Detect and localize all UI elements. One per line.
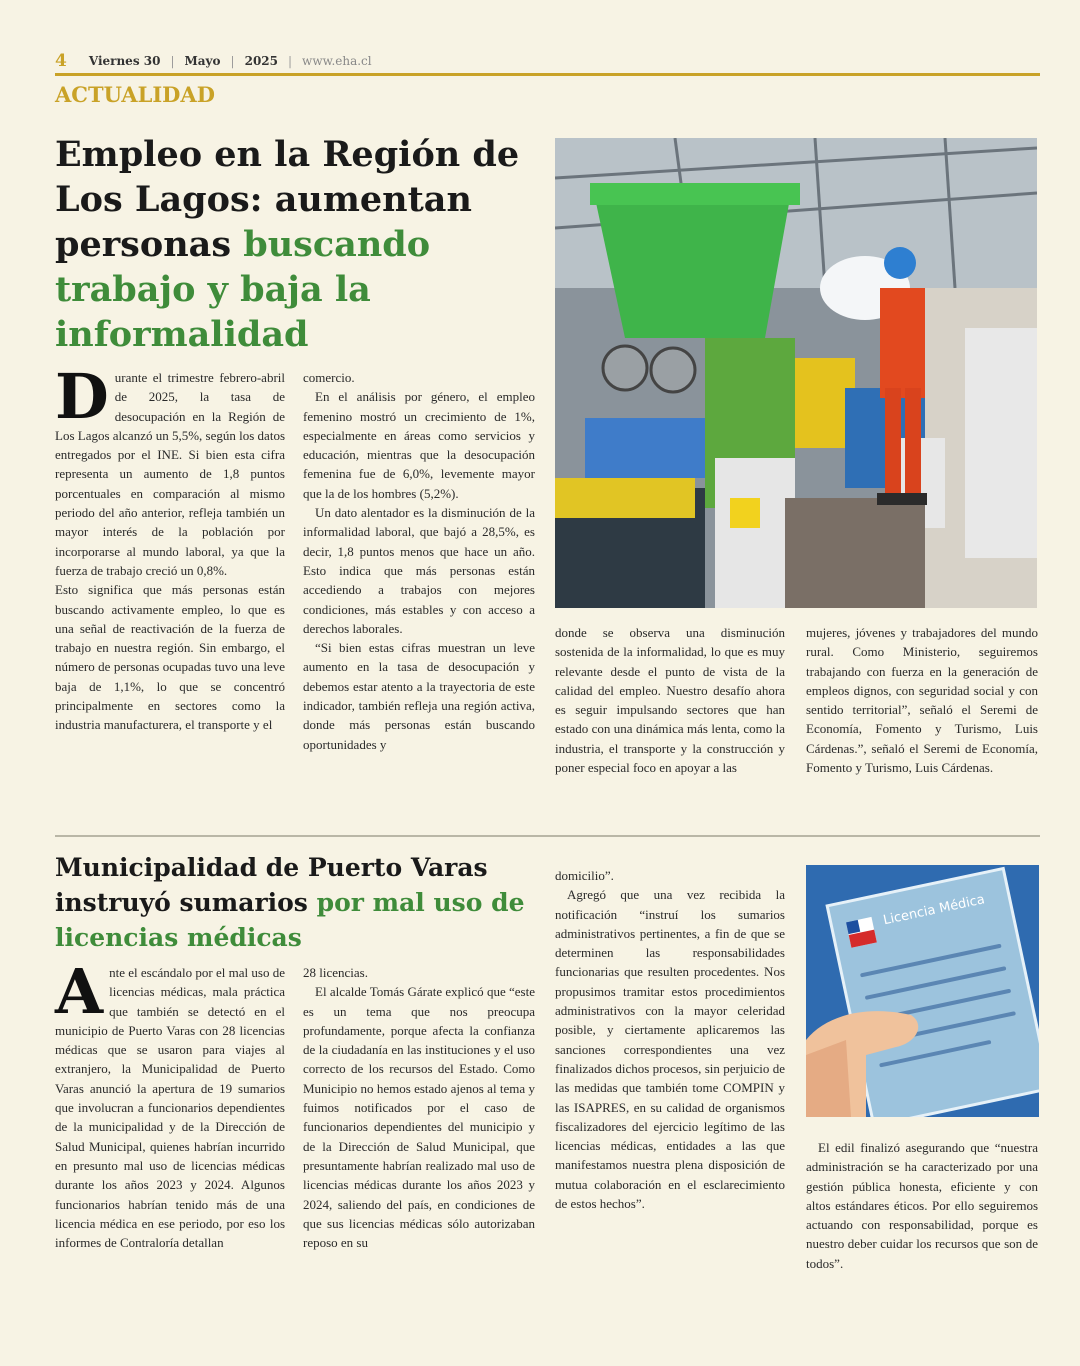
- article2-column-4: [806, 1138, 1038, 1273]
- article1-headline: [55, 132, 540, 357]
- page-header: 4 Viernes 30 | Mayo | 2025 | www.eha.cl: [55, 51, 372, 71]
- article1-paragraph: “Si bien estas cifras muestran un leve aumento en la tasa de desocupación y debemos estar atento a la trayectoria de este indicador, también refleja una región activa, donde más personas están buscando oportunidades y: [303, 640, 535, 752]
- article1-dropcap: D: [55, 360, 109, 433]
- article1-paragraph: Un dato alentador es la disminución de la informalidad laboral, que bajó a 28,5%, es decir, 1,8 puntos menos que hace un año. Esto indica que más personas están accediendo a trabajos con mejores condiciones, más estables y con acceso a derechos laborales.: [303, 505, 535, 636]
- header-day: Viernes 30: [88, 54, 161, 68]
- illustration-label: Licencia Médica: [881, 892, 987, 929]
- article1-column-3: [555, 623, 785, 777]
- article-divider: [55, 835, 1040, 837]
- article2-paragraph: El alcalde Tomás Gárate explicó que “este es un tema que nos preocupa profundamente, porque afecta la confianza de la ciudadanía en las instituciones y el uso correcto de los recursos del Estado. Como Municipio no hemos estado ajenos al tema y fuimos notificados por el caso de funcionarios dependientes del municipio y de la Dirección de Salud Municipal, que presuntamente habrían realizado mal uso de licencias médicas durante los años 2023 y 2024, saliendo del país, en condiciones de que sus licencias médicas sólo autorizaban reposo en su: [303, 984, 535, 1251]
- header-url[interactable]: www.eha.cl: [302, 54, 372, 68]
- article2-paragraph: 28 licencias.: [303, 965, 368, 980]
- article1-column-2: [303, 368, 535, 754]
- page-number: 4: [55, 51, 67, 71]
- header-divider: [55, 73, 1040, 76]
- article2-paragraph: domicilio”.: [555, 868, 614, 883]
- article2-paragraph: nte el escándalo por el mal uso de licencias médicas, mala práctica que también se detectó en el municipio de Puerto Varas con 28 licencias médicas que se usaron para viajes al extranjero, la Municipalidad de Puerto Varas anunció la apertura de 19 sumarios que involucran a funcionarios dependientes de la municipalidad y de la Dirección de Salud Municipal, quienes habrían incurrido en presunto mal uso de licencias médicas durante los años 2023 y 2024. Algunos funcionarios habrían tenido más de una licencia médica en ese periodo, por eso los informes de Contraloría detallan: [55, 965, 285, 1251]
- article1-paragraph: Esto significa que más personas están buscando activamente empleo, lo que es una señal de reactivación de la fuerza de trabajo en nuestra región. Sin embargo, el número de personas ocupadas tuvo una leve baja de 1,1%, lo que se concentró principalmente en sectores como la industria manufacturera, el transporte y el: [55, 582, 285, 733]
- header-month: Mayo: [184, 54, 221, 68]
- article2-headline-green: por mal uso de licencias médicas: [55, 888, 525, 952]
- article2-column-1: [55, 955, 285, 1252]
- worker-machine-photo: [555, 138, 1037, 608]
- article2-paragraph: El edil finalizó asegurando que “nuestra administración se ha caracterizado por una gestión pública honesta, eficiente y con altos estándares éticos. Por ello seguiremos actuando con responsabilidad, porque es nuestro deber cuidar los recursos que son de todos”.: [806, 1140, 1038, 1271]
- article1-column-1: [55, 360, 285, 735]
- article1-headline-green: buscando trabajo y baja la informalidad: [55, 224, 431, 355]
- article1-paragraph: comercio.: [303, 370, 355, 385]
- article2-column-2: [303, 963, 535, 1252]
- article1-paragraph: urante el trimestre febrero-abril de 2025, la tasa de desocupación en la Región de Los Lagos alcanzó un 5,5%, según los datos entregados por el INE. Si bien esta cifra representa un aumento de 1,8 puntos porcentuales en comparación al mismo periodo del año anterior, refleja también un mayor interés de la población por incorporarse al mundo laboral, ya que la fuerza de trabajo creció un 0,8%.: [55, 370, 285, 578]
- article2-headline: [55, 850, 545, 955]
- article1-paragraph: En el análisis por género, el empleo femenino mostró un crecimiento de 1%, especialmente en áreas como servicios y educación, mientras que la desocupación femenina fue de 6,0%, levemente mayor que la de los hombres (5,2%).: [303, 389, 535, 501]
- header-year: 2025: [244, 54, 278, 68]
- article2-column-3: [555, 866, 785, 1213]
- article1-column-4: [806, 623, 1038, 777]
- medical-license-illustration: [806, 865, 1039, 1117]
- medical-license-icon: [806, 865, 1039, 1117]
- article1-paragraph: mujeres, jóvenes y trabajadores del mundo rural. Como Ministerio, seguiremos trabajando con fuerza en la generación de empleos dignos, con seguridad social y con sentido territorial”, señaló el Seremi de Economía, Fomento y Turismo, Luis Cárdenas.”, señaló el Seremi de Economía, Fomento y Turismo, Luis Cárdenas.: [806, 625, 1038, 776]
- article1-photo: [555, 138, 1037, 608]
- article1-paragraph: donde se observa una disminución sostenida de la informalidad, lo que es muy relevante desde el punto de vista de la calidad del empleo. Nuestro desafío ahora es seguir impulsando sectores que han estado con una dinámica más lenta, como la industria, el transporte y la construcción y poner especial foco en apoyar a las: [555, 625, 785, 776]
- article1-headline-black: Empleo en la Región de Los Lagos: aumentan personas: [55, 134, 520, 265]
- article2-headline-black: Municipalidad de Puerto Varas instruyó sumarios: [55, 853, 488, 917]
- section-title: ACTUALIDAD: [55, 82, 215, 107]
- article2-dropcap: A: [55, 955, 104, 1028]
- article2-paragraph: Agregó que una vez recibida la notificación “instruí los sumarios administrativos pertinentes, a fin de que se determinen las responsabilidades funcionarias que resulten procedentes. Nos propusimos tramitar estos procedimientos administrativos con la mayor celeridad posible, y ciertamente aplicaremos las sanciones correspondientes una vez finalizados dichos procesos, sin perjuicio de las medidas que también tome COMPIN y las ISAPRES, en su calidad de organismos fiscalizadores del ejercicio legítimo de las licencias médicas, entidades a las que manifestamos nuestra plena disposición de mutua colaboración en el esclarecimiento de estos hechos”.: [555, 887, 785, 1212]
